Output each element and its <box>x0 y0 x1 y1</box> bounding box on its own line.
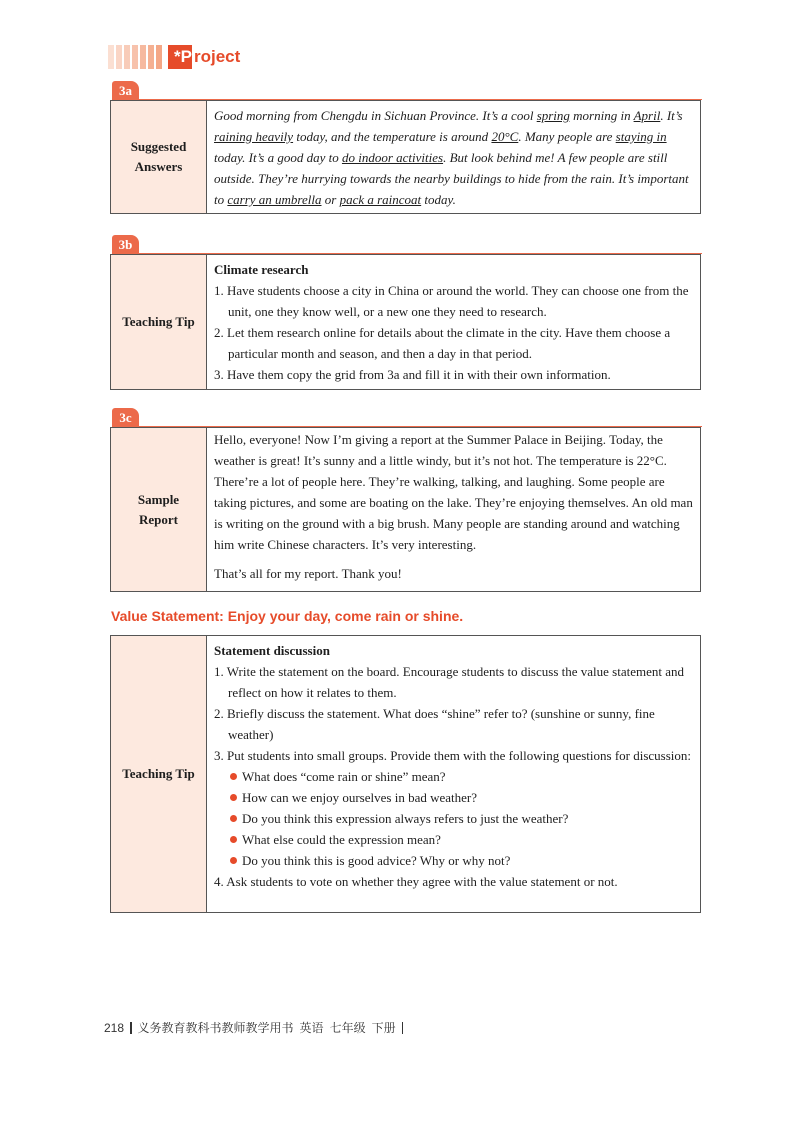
answer: April <box>633 108 661 123</box>
divider <box>402 1022 404 1034</box>
text: today. <box>421 192 456 207</box>
page-footer <box>104 1019 403 1036</box>
box-3a-label <box>111 101 207 213</box>
text: . It’s <box>660 108 683 123</box>
box-value-content <box>207 636 700 912</box>
section-header <box>108 44 244 70</box>
list-item: 3. Have them copy the grid from 3a and fill it in with their own information. <box>214 367 611 382</box>
box-3b-content <box>207 255 700 389</box>
answer: pack a raincoat <box>339 192 422 207</box>
label-line-2: Report <box>138 511 178 527</box>
grade: 七年级 <box>329 1021 366 1035</box>
header-rest: roject <box>192 45 244 69</box>
text: . But look behind me! A few people are still outside. They’re hurrying towards the nearby buildings to hide from the rain. It’s important to <box>214 150 689 207</box>
bullet-text: What does “come rain or shine” mean? <box>242 769 446 784</box>
bullet-item <box>214 808 694 829</box>
text: Good morning from Chengdu in Sichuan Province. It’s a cool <box>214 108 537 123</box>
label-line-1: Suggested <box>130 139 187 154</box>
header-stripes <box>108 45 164 69</box>
book-title: 义务教育教科书教师教学用书 <box>137 1021 294 1035</box>
list-item: 1. Have students choose a city in China or around the world. They can choose one from the unit, one they know well, or a new one they need to research. <box>214 283 689 319</box>
box-3b <box>110 254 701 390</box>
tab-3c: 3c <box>112 408 139 427</box>
content-title: Climate research <box>214 262 309 277</box>
tab-3b: 3b <box>112 235 139 254</box>
box-value-label: Teaching Tip <box>111 636 207 912</box>
list-item: 2. Briefly discuss the statement. What does “shine” refer to? (sunshine or sunny, fine weather) <box>214 706 655 742</box>
box-value <box>110 635 701 913</box>
list-item: 4. Ask students to vote on whether they agree with the value statement or not. <box>214 874 618 889</box>
list-item: 1. Write the statement on the board. Encourage students to discuss the value statement and reflect on how it relates to them. <box>214 664 684 700</box>
box-3c-content <box>207 428 700 591</box>
report-paragraph: That’s all for my report. Thank you! <box>214 566 402 581</box>
header-title <box>168 45 244 69</box>
box-3c-label <box>111 428 207 591</box>
bullet-dot-icon <box>230 773 237 780</box>
subject: 英语 <box>299 1021 324 1035</box>
box-3a <box>110 100 701 214</box>
bullet-text: Do you think this expression always refers to just the weather? <box>242 811 569 826</box>
bullet-dot-icon <box>230 815 237 822</box>
text: today, and the temperature is around <box>293 129 492 144</box>
answer: carry an umbrella <box>227 192 322 207</box>
bullet-dot-icon <box>230 857 237 864</box>
bullet-item <box>214 829 694 850</box>
divider <box>130 1022 132 1034</box>
bullet-dot-icon <box>230 794 237 801</box>
bullet-item <box>214 766 694 787</box>
bullet-item <box>214 850 694 871</box>
answer: 20°C <box>491 129 519 144</box>
list-item: 3. Put students into small groups. Provide them with the following questions for discussion: <box>214 748 692 763</box>
box-3c <box>110 427 701 592</box>
text: morning in <box>569 108 634 123</box>
text: or <box>321 192 340 207</box>
label-line-1: Sample <box>137 491 180 507</box>
content-title: Statement discussion <box>214 643 330 658</box>
page-number: 218 <box>104 1020 125 1035</box>
bullet-text: What else could the expression mean? <box>242 832 441 847</box>
answer: raining heavily <box>214 129 294 144</box>
text: today. It’s a good day to <box>214 150 342 165</box>
label-line-2: Answers <box>134 159 183 174</box>
report-paragraph: Hello, everyone! Now I’m giving a report at the Summer Palace in Beijing. Today, the weather is great! It’s sunny and a little windy, but it’s not hot. The temperature is 22°C. There’re a lot of people here. They’re walking, talking, and laughing. Some people are taking pictures, and some are boating on the lake. They’re enjoying themselves. An old man is writing on the ground with a big brush. Many people are standing around and watching him write Chinese characters. It’s very interesting. <box>214 432 693 552</box>
bullet-item <box>214 787 694 808</box>
bullet-text: Do you think this is good advice? Why or why not? <box>242 853 511 868</box>
header-first-letter: P <box>180 47 192 66</box>
volume: 下册 <box>371 1021 396 1035</box>
bullet-dot-icon <box>230 836 237 843</box>
box-3b-label: Teaching Tip <box>111 255 207 389</box>
box-3a-content <box>207 101 700 213</box>
list-item: 2. Let them research online for details about the climate in the city. Have them choose a particular month and season, and then a day in that period. <box>214 325 671 361</box>
text: . Many people are <box>518 129 616 144</box>
answer: staying in <box>615 129 667 144</box>
answer: do indoor activities <box>341 150 444 165</box>
value-statement-heading: Value Statement: Enjoy your day, come rain or shine. <box>111 608 464 624</box>
answer: spring <box>536 108 570 123</box>
tab-3a: 3a <box>112 81 139 100</box>
bullet-text: How can we enjoy ourselves in bad weather? <box>242 790 477 805</box>
header-star: * <box>174 47 181 66</box>
